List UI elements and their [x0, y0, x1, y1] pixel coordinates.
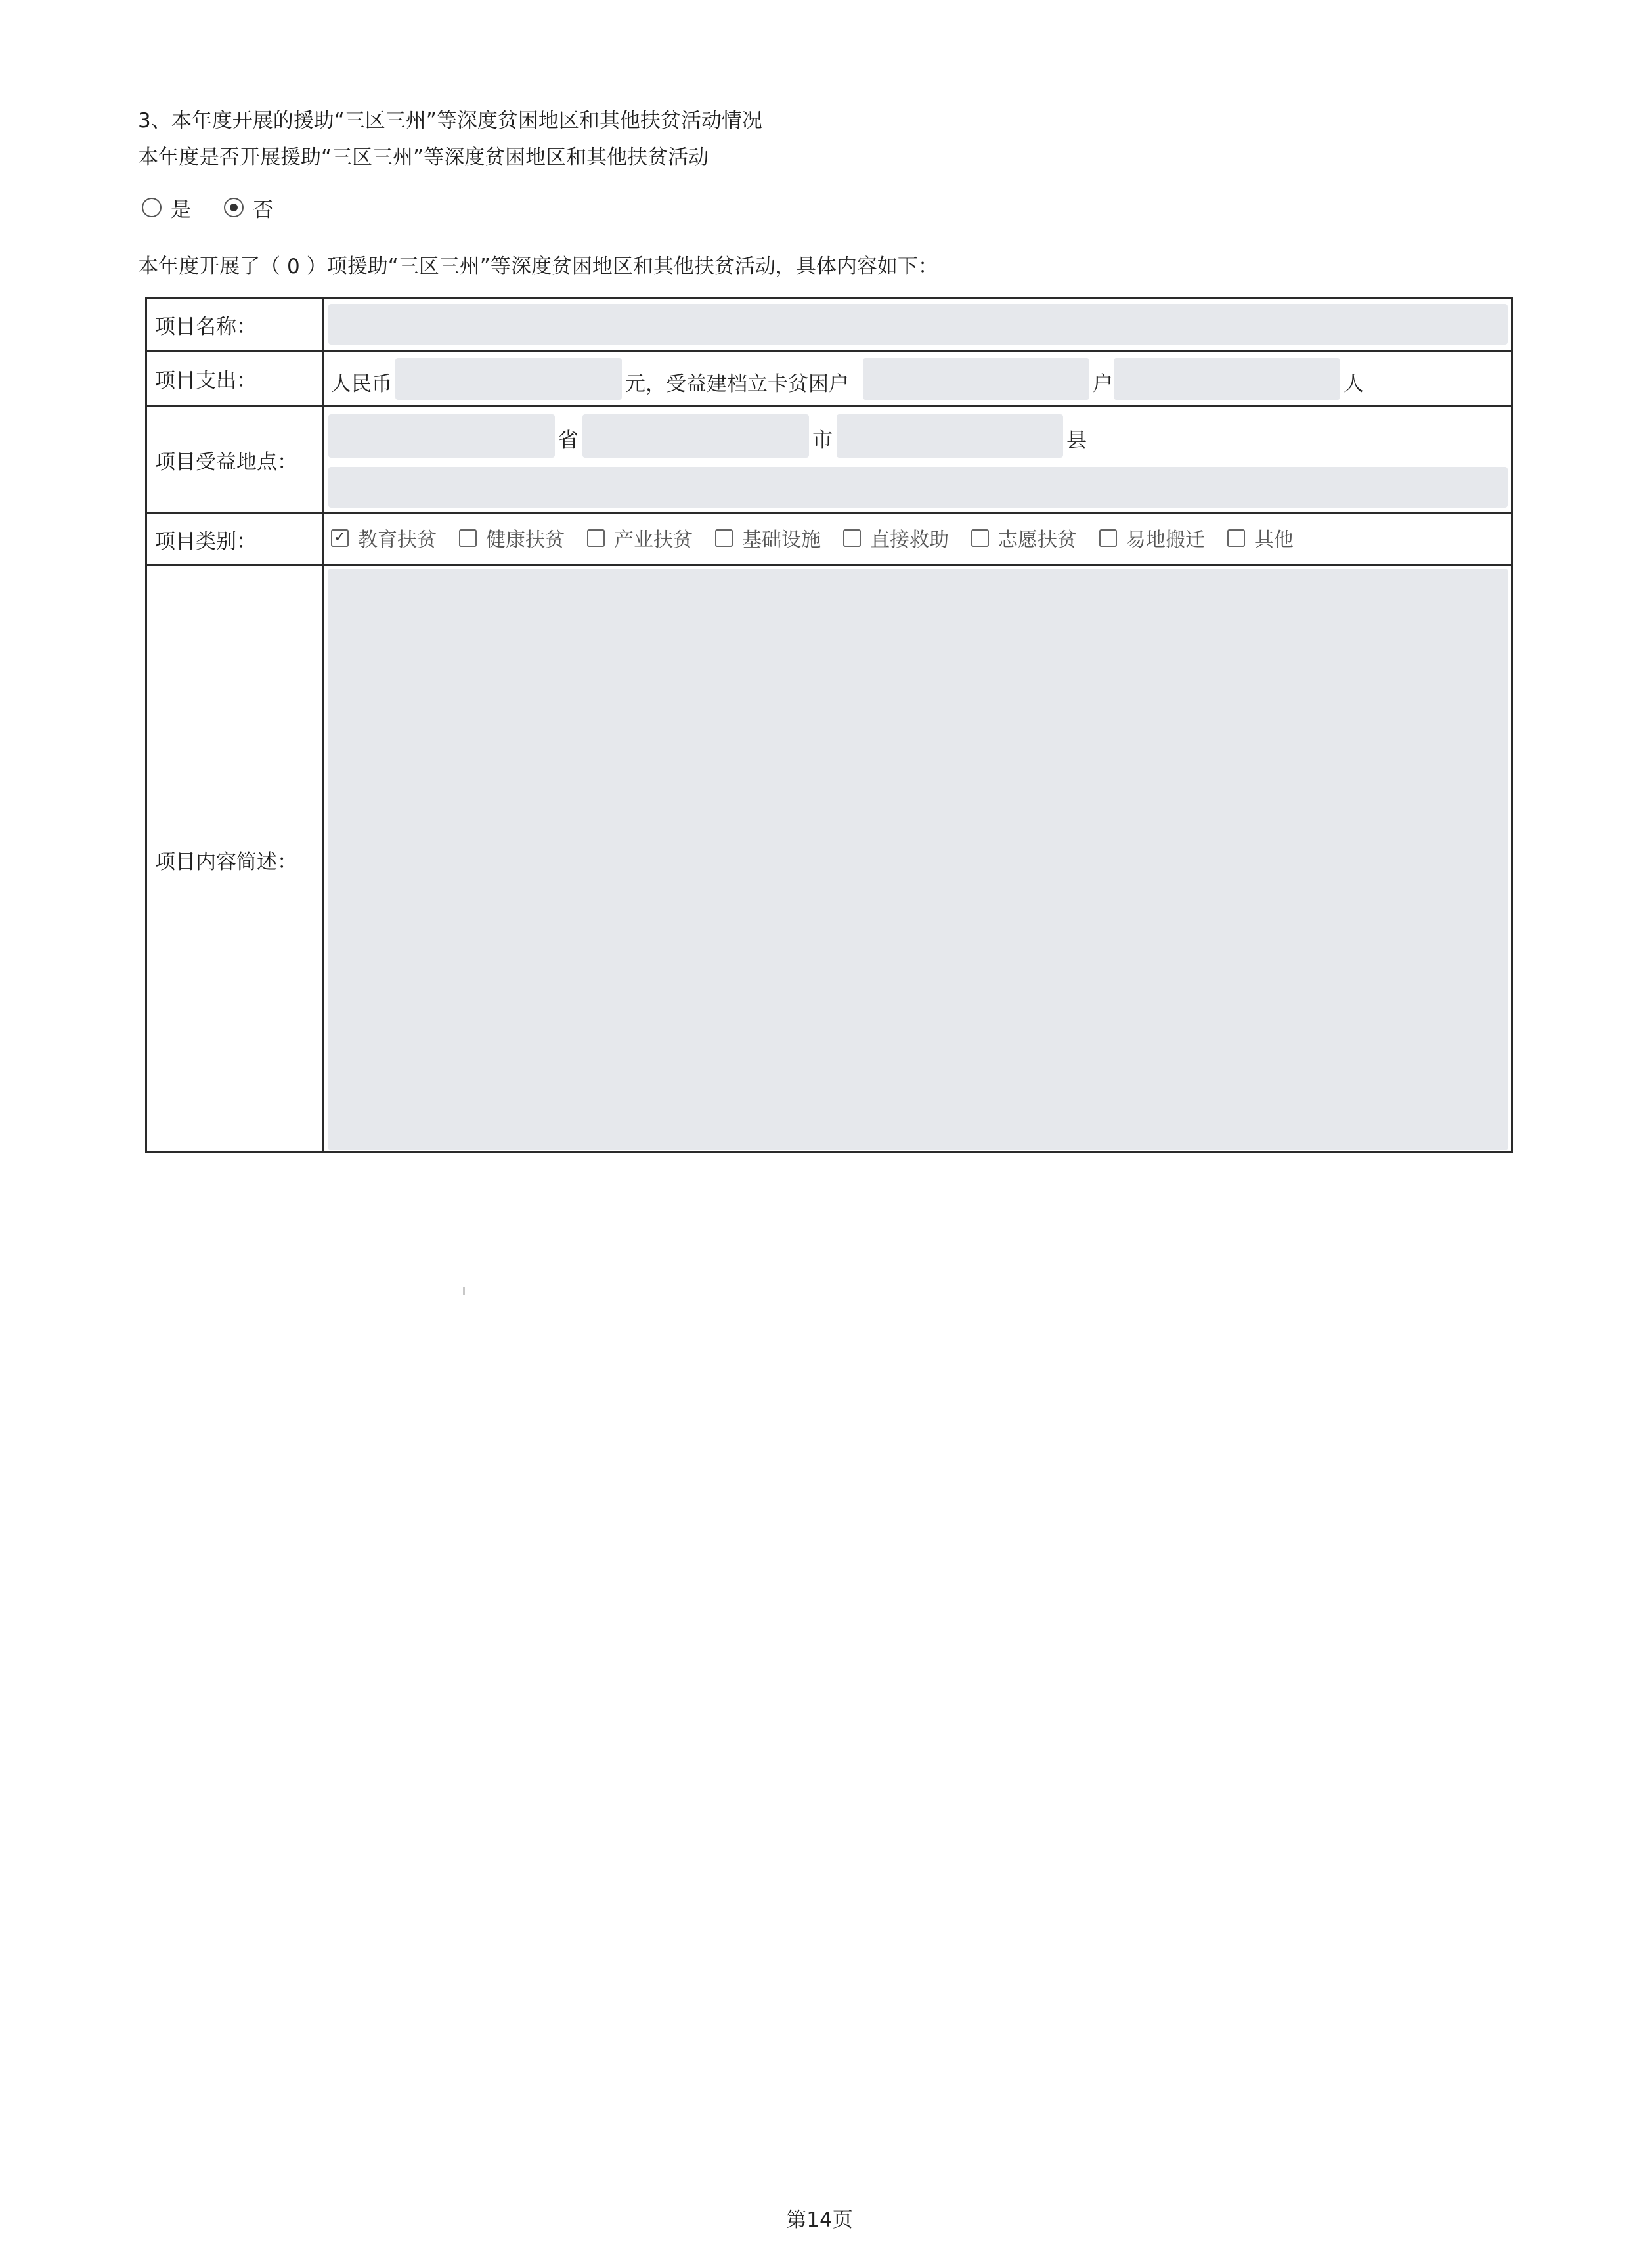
section-question: 本年度是否开展援助“三区三州”等深度贫困地区和其他扶贫活动	[138, 146, 709, 169]
label-project-name: 项目名称：	[155, 315, 257, 339]
summary-suffix: ）项援助“三区三州”等深度贫困地区和其他扶贫活动，具体内容如下：	[306, 255, 938, 278]
category-label: 基础设施	[742, 529, 821, 552]
province-input[interactable]	[328, 414, 555, 458]
category-other[interactable]	[1227, 523, 1294, 552]
radio-no[interactable]	[224, 198, 244, 217]
category-volunteer[interactable]	[971, 523, 1077, 552]
checkbox-relocation[interactable]	[1099, 529, 1117, 547]
checkbox-health[interactable]	[459, 529, 477, 547]
project-name-input[interactable]	[328, 304, 1508, 345]
category-direct-aid[interactable]	[843, 523, 949, 552]
location-city: 市	[812, 429, 833, 452]
city-input[interactable]	[582, 414, 809, 458]
expense-unit-ren: 人	[1344, 372, 1364, 396]
radio-no-label: 否	[253, 198, 273, 222]
summary-prefix: 本年度开展了（	[138, 255, 280, 278]
section-heading: 3、本年度开展的援助“三区三州”等深度贫困地区和其他扶贫活动情况	[138, 109, 762, 133]
project-description-textarea[interactable]	[328, 569, 1508, 1150]
activity-summary	[138, 250, 938, 279]
category-checkbox-group	[331, 523, 1316, 552]
expense-amount-input[interactable]	[395, 358, 622, 400]
category-label: 教育扶贫	[358, 529, 437, 552]
location-detail-input[interactable]	[328, 467, 1508, 508]
expense-unit-hu: 户	[1093, 372, 1113, 396]
expense-unit-yuan: 元，受益建档立卡贫困户	[625, 372, 849, 396]
project-table	[145, 297, 1513, 1153]
checkbox-infrastructure[interactable]	[715, 529, 733, 547]
label-project-expense: 项目支出：	[155, 369, 257, 393]
beneficiary-households-input[interactable]	[863, 358, 1089, 400]
yes-no-radio-group	[142, 194, 306, 221]
category-education[interactable]	[331, 523, 437, 552]
category-label: 其他	[1254, 529, 1294, 552]
beneficiary-people-input[interactable]	[1114, 358, 1340, 400]
category-infrastructure[interactable]	[715, 523, 821, 552]
table-row-divider	[147, 405, 1511, 407]
page-number: 第14页	[786, 2208, 853, 2232]
checkbox-volunteer[interactable]	[971, 529, 989, 547]
radio-yes[interactable]	[142, 198, 162, 217]
category-label: 志愿扶贫	[998, 529, 1077, 552]
expense-currency: 人民币	[331, 372, 392, 396]
summary-count: 0	[287, 255, 300, 278]
table-row-divider	[147, 512, 1511, 514]
table-row-divider	[147, 564, 1511, 566]
category-industry[interactable]	[587, 523, 693, 552]
radio-yes-label: 是	[171, 198, 191, 222]
county-input[interactable]	[837, 414, 1063, 458]
checkbox-education-checked[interactable]: ✓	[331, 529, 349, 547]
location-county: 县	[1066, 429, 1087, 452]
category-label: 易地搬迁	[1126, 529, 1205, 552]
checkbox-industry[interactable]	[587, 529, 605, 547]
table-row-divider	[147, 350, 1511, 352]
label-project-category: 项目类别：	[155, 529, 257, 554]
category-label: 直接救助	[870, 529, 949, 552]
checkbox-other[interactable]	[1227, 529, 1245, 547]
checkbox-direct-aid[interactable]	[843, 529, 861, 547]
label-project-description: 项目内容简述：	[155, 850, 297, 874]
scan-mark	[463, 1287, 465, 1295]
label-project-location: 项目受益地点：	[155, 450, 297, 474]
category-health[interactable]	[459, 523, 565, 552]
location-province: 省	[558, 429, 579, 452]
category-label: 健康扶贫	[486, 529, 565, 552]
table-column-divider	[322, 299, 324, 1151]
category-label: 产业扶贫	[614, 529, 693, 552]
category-relocation[interactable]	[1099, 523, 1205, 552]
